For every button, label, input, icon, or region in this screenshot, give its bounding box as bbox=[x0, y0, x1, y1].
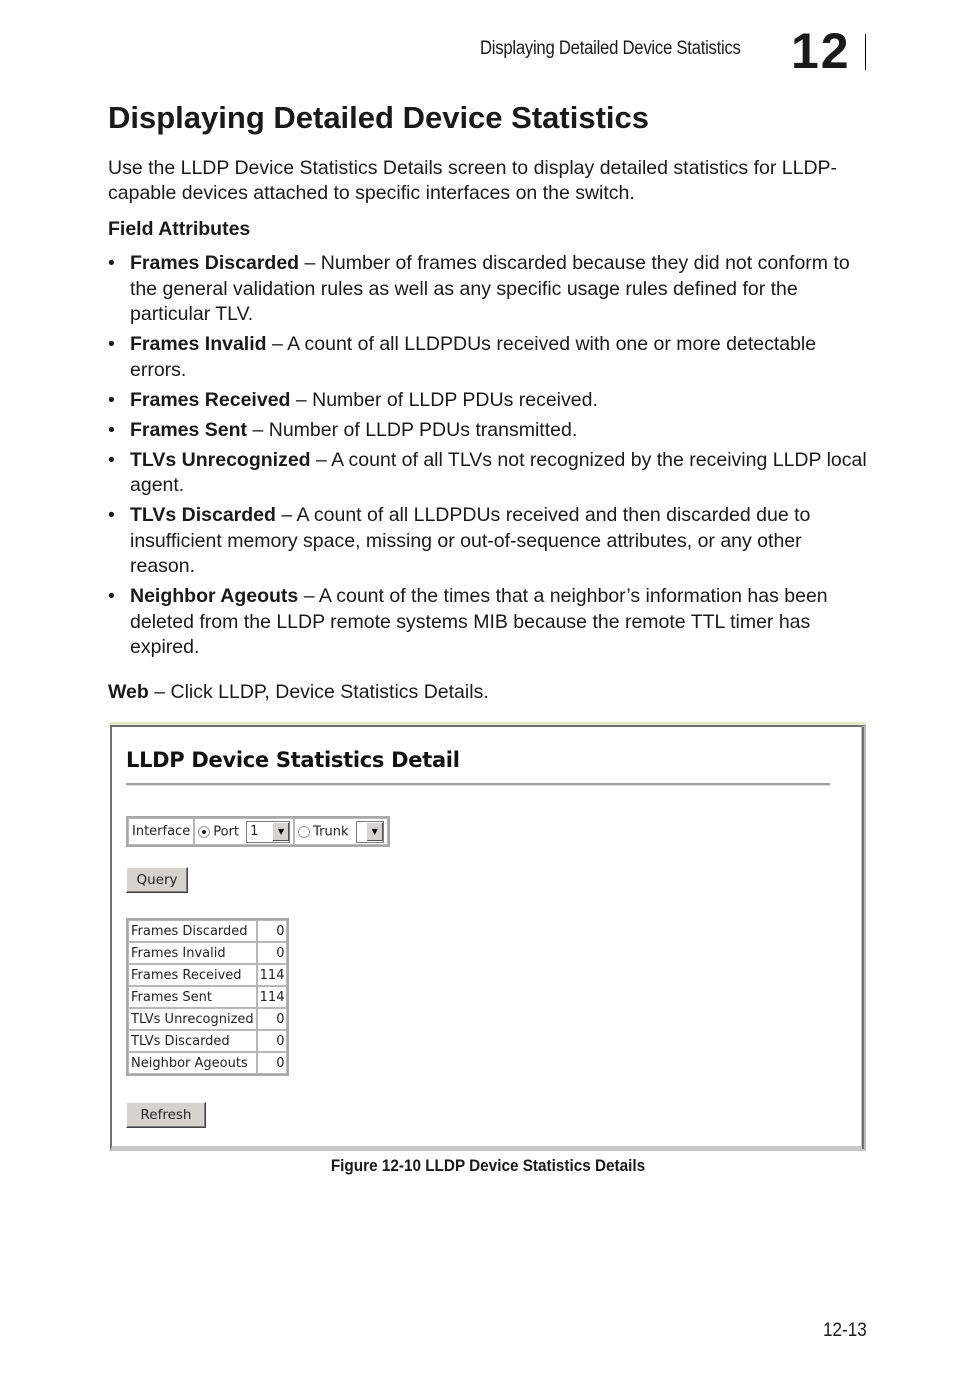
bullet-icon: • bbox=[108, 585, 115, 607]
field-description: – A count of the times that a neighbor’s information has been deleted from the LLDP remote systems MIB because the remote TTL timer has expired. bbox=[130, 585, 828, 658]
port-radio[interactable] bbox=[198, 826, 210, 838]
chevron-down-icon[interactable]: ▼ bbox=[272, 823, 289, 841]
table-row bbox=[128, 1030, 287, 1052]
field-attributes-list bbox=[108, 251, 868, 665]
chevron-down-icon[interactable]: ▼ bbox=[366, 823, 383, 841]
field-term: Frames Sent bbox=[130, 418, 248, 441]
chapter-number: 12 bbox=[791, 23, 851, 79]
port-option bbox=[194, 818, 294, 845]
table-row bbox=[128, 942, 287, 964]
port-select-value: 1 bbox=[250, 824, 259, 839]
field-description: – Number of LLDP PDUs transmitted. bbox=[247, 418, 578, 441]
bullet-icon: • bbox=[108, 448, 115, 471]
port-select[interactable] bbox=[246, 821, 290, 843]
stat-value: 114 bbox=[257, 986, 288, 1008]
stat-label: Neighbor Ageouts bbox=[128, 1052, 257, 1074]
field-item bbox=[108, 251, 868, 328]
field-item bbox=[108, 448, 868, 499]
page-number: 12-13 bbox=[823, 1320, 867, 1341]
field-item bbox=[108, 418, 868, 444]
stat-value: 114 bbox=[257, 964, 288, 986]
figure-caption: Figure 12-10 LLDP Device Statistics Details bbox=[330, 1156, 646, 1175]
stat-label: Frames Sent bbox=[128, 986, 257, 1008]
stat-label: TLVs Discarded bbox=[128, 1030, 257, 1052]
port-label: Port bbox=[213, 824, 239, 839]
field-description: – Number of frames discarded because they did not conform to the general validation rules as well as any specific usage rules defined for the particular TLV. bbox=[130, 252, 850, 325]
web-path: – Click LLDP, Device Statistics Details. bbox=[148, 681, 489, 703]
field-description: – A count of all LLDPDUs received with one or more detectable errors. bbox=[130, 333, 817, 381]
table-row bbox=[128, 1052, 287, 1074]
stat-value: 0 bbox=[257, 942, 288, 964]
table-row bbox=[128, 986, 287, 1008]
field-term: Neighbor Ageouts bbox=[130, 585, 299, 607]
web-label: Web bbox=[108, 681, 149, 703]
bullet-icon: • bbox=[108, 504, 115, 526]
app-page-title: LLDP Device Statistics Detail bbox=[126, 748, 460, 772]
stat-label: Frames Invalid bbox=[128, 942, 257, 964]
bullet-icon: • bbox=[108, 252, 115, 274]
screenshot-frame bbox=[110, 722, 866, 1151]
stat-label: TLVs Unrecognized bbox=[128, 1008, 257, 1030]
interface-selector bbox=[126, 816, 390, 847]
field-item bbox=[108, 584, 868, 661]
field-term: Frames Invalid bbox=[130, 333, 267, 355]
field-description: – A count of all LLDPDUs received and then discarded due to insufficient memory space, missing or out-of-sequence attributes, or any other reason. bbox=[130, 504, 811, 577]
chapter-rule bbox=[865, 34, 866, 70]
field-item bbox=[108, 332, 868, 383]
screenshot-panel bbox=[110, 725, 866, 1151]
stat-label: Frames Received bbox=[128, 964, 257, 986]
field-term: Frames Discarded bbox=[130, 252, 300, 274]
page-title: Displaying Detailed Device Statistics bbox=[108, 100, 649, 135]
field-attributes-heading: Field Attributes bbox=[108, 218, 251, 240]
stat-value: 0 bbox=[257, 920, 288, 942]
field-term: Frames Received bbox=[130, 388, 291, 411]
stat-label: Frames Discarded bbox=[128, 920, 257, 942]
trunk-select[interactable] bbox=[356, 821, 384, 843]
table-row bbox=[128, 964, 287, 986]
statistics-table bbox=[126, 918, 289, 1076]
refresh-button[interactable]: Refresh bbox=[126, 1102, 206, 1128]
field-item bbox=[108, 388, 868, 414]
field-description: – A count of all TLVs not recognized by the receiving LLDP local agent. bbox=[130, 448, 867, 496]
title-divider bbox=[126, 783, 830, 786]
trunk-label: Trunk bbox=[313, 824, 349, 839]
running-header-title: Displaying Detailed Device Statistics bbox=[480, 38, 741, 59]
bullet-icon: • bbox=[108, 388, 115, 411]
bullet-icon: • bbox=[108, 418, 115, 441]
interface-label: Interface bbox=[128, 818, 194, 845]
stat-value: 0 bbox=[257, 1030, 288, 1052]
stat-value: 0 bbox=[257, 1052, 288, 1074]
trunk-option bbox=[294, 818, 388, 845]
bullet-icon: • bbox=[108, 333, 115, 355]
field-description: – Number of LLDP PDUs received. bbox=[290, 388, 598, 411]
stat-value: 0 bbox=[257, 1008, 288, 1030]
trunk-radio[interactable] bbox=[298, 826, 310, 838]
intro-paragraph: Use the LLDP Device Statistics Details screen to display detailed statistics for LLDP-capable devices attached to specific interfaces on the switch. bbox=[108, 157, 838, 204]
table-row bbox=[128, 1008, 287, 1030]
field-term: TLVs Discarded bbox=[130, 504, 276, 526]
query-button[interactable]: Query bbox=[126, 867, 188, 893]
field-item bbox=[108, 503, 868, 580]
field-term: TLVs Unrecognized bbox=[130, 448, 311, 471]
table-row bbox=[128, 920, 287, 942]
web-instruction bbox=[108, 681, 489, 704]
